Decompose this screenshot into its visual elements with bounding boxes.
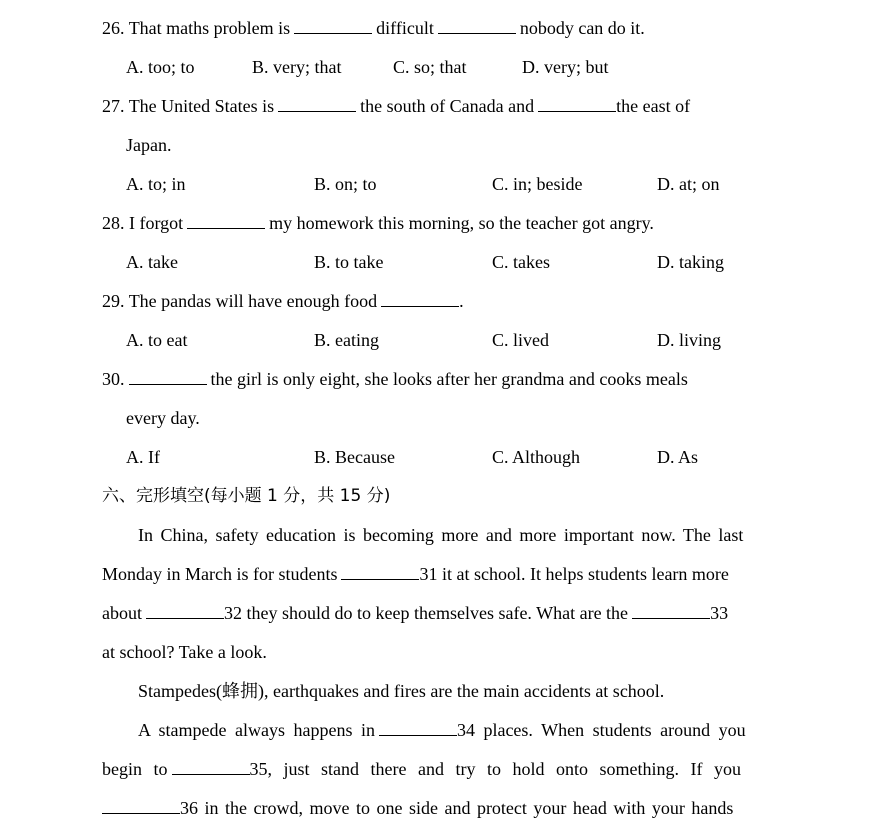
option-d[interactable]: D. at; on [657,174,720,194]
passage-text: A stampede always happens in [138,720,375,740]
question-text: the girl is only eight, she looks after her grandma and cooks meals [210,369,688,389]
question-number: 28. [102,213,125,233]
answer-blank[interactable] [187,208,265,229]
question-text: the east of [616,96,691,116]
passage-line: at school? Take a look. [102,642,267,662]
question-text: the south of Canada and [360,96,535,116]
question-number: 29. [102,291,125,311]
option-b[interactable]: B. eating [314,330,379,350]
answer-blank-32[interactable] [146,598,224,619]
question-number: 27. [102,96,125,116]
option-a[interactable]: A. too; to [126,57,195,77]
question-30 [102,360,688,399]
answer-blank[interactable] [538,91,616,112]
passage-text [138,516,797,555]
answer-blank-33[interactable] [632,598,710,619]
passage-text: 32 they should do to keep themselves safe. What are the [224,603,629,623]
options-27 [0,165,891,204]
question-26 [102,9,645,48]
passage-text: begin to [102,759,168,779]
option-b[interactable]: B. Because [314,447,395,467]
answer-blank[interactable] [129,364,207,385]
options-26 [0,48,891,87]
answer-blank[interactable] [278,91,356,112]
option-d[interactable]: D. taking [657,252,724,272]
question-text: nobody can do it. [519,18,645,38]
answer-blank-35[interactable] [172,754,250,775]
answer-blank[interactable] [381,286,459,307]
question-30-continued: every day. [126,408,200,428]
question-text: difficult [376,18,434,38]
passage-line: Stampedes(蜂拥), earthquakes and fires are the main accidents at school. [138,681,665,701]
options-30 [0,438,891,477]
passage-line [102,789,733,828]
question-text: I forgot [129,213,184,233]
option-c[interactable]: C. Although [492,447,581,467]
options-28 [0,243,891,282]
passage-text: 33 [710,603,729,623]
question-29 [102,282,464,321]
question-text: The United States is [128,96,275,116]
question-text: The pandas will have enough food [128,291,378,311]
passage-line [102,555,729,594]
option-a[interactable]: A. to eat [126,330,188,350]
options-29 [0,321,891,360]
option-c[interactable]: C. lived [492,330,549,350]
option-d[interactable]: D. living [657,330,722,350]
option-b[interactable]: B. on; to [314,174,377,194]
option-c[interactable]: C. in; beside [492,174,583,194]
answer-blank-34[interactable] [379,715,457,736]
passage-line [102,750,741,789]
option-d[interactable]: D. very; but [522,57,609,77]
passage-text: 35, just stand there and try to hold onto something. If you [249,759,741,779]
passage-text-fragment: In China, safety education is becoming more and more important now. The last [138,525,744,545]
option-a[interactable]: A. If [126,447,160,467]
option-b[interactable]: B. very; that [252,57,342,77]
answer-blank-36[interactable] [102,793,180,814]
option-a[interactable]: A. take [126,252,178,272]
question-text: . [459,291,464,311]
answer-blank[interactable] [438,13,516,34]
question-number: 30. [102,369,125,389]
section-heading: 六、完形填空(每小题 1 分，共 15 分) [102,486,391,506]
answer-blank[interactable] [294,13,372,34]
answer-blank-31[interactable] [341,559,419,580]
option-d[interactable]: D. As [657,447,699,467]
question-27 [102,87,690,126]
question-text: That maths problem is [128,18,291,38]
passage-line [138,516,797,555]
passage-line [102,594,728,633]
question-28 [102,204,654,243]
question-27-continued: Japan. [126,135,172,155]
option-c[interactable]: C. takes [492,252,550,272]
option-a[interactable]: A. to; in [126,174,186,194]
question-text: my homework this morning, so the teacher got angry. [269,213,654,233]
passage-text: about [102,603,142,623]
passage-text: Monday in March is for students [102,564,338,584]
option-c[interactable]: C. so; that [393,57,467,77]
question-number: 26. [102,18,125,38]
passage-line [138,711,746,750]
passage-text: 31 it at school. It helps students learn more [419,564,729,584]
passage-text: 34 places. When students around you [456,720,746,740]
passage-text: 36 in the crowd, move to one side and protect your head with your hands [180,798,734,818]
option-b[interactable]: B. to take [314,252,384,272]
